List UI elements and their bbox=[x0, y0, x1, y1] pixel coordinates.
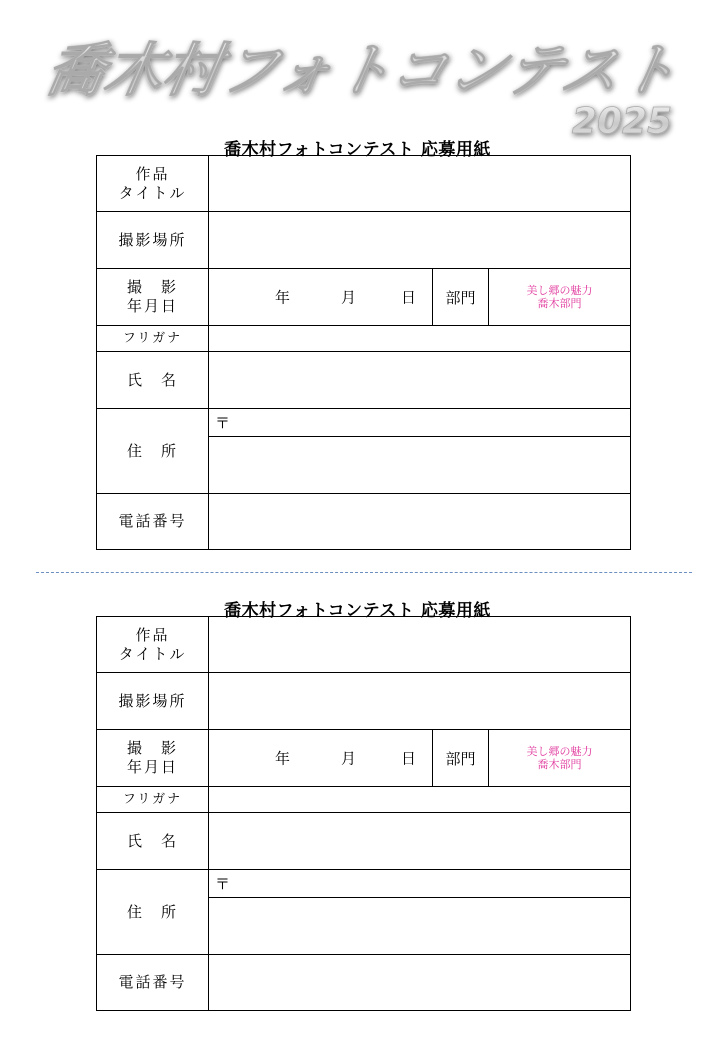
address-field[interactable] bbox=[209, 437, 631, 494]
row-work-title bbox=[97, 156, 631, 212]
row-name bbox=[97, 813, 631, 870]
form-title: 喬木村フォトコンテスト 応募用紙 bbox=[224, 140, 491, 160]
banner-graphic bbox=[0, 0, 720, 150]
row-name bbox=[97, 352, 631, 409]
row-furigana bbox=[97, 326, 631, 352]
furigana-label: フリガナ bbox=[97, 326, 209, 352]
phone-label: 電話番号 bbox=[97, 955, 209, 1011]
banner bbox=[0, 0, 720, 150]
banner-title: 喬木村フォトコンテスト bbox=[41, 36, 684, 104]
address-field[interactable] bbox=[209, 898, 631, 955]
location-label: 撮影場所 bbox=[97, 673, 209, 730]
row-phone bbox=[97, 494, 631, 550]
row-postal bbox=[97, 870, 631, 898]
row-date bbox=[97, 730, 631, 787]
row-date bbox=[97, 269, 631, 326]
postal-mark: 〒 bbox=[215, 414, 231, 432]
postal-code-field[interactable] bbox=[209, 870, 631, 898]
location-label: 撮影場所 bbox=[97, 212, 209, 269]
entry-form bbox=[96, 155, 631, 550]
date-field[interactable] bbox=[209, 269, 433, 326]
date-field[interactable] bbox=[209, 730, 433, 787]
row-location bbox=[97, 673, 631, 730]
cut-line-divider bbox=[36, 572, 692, 573]
name-label: 氏 名 bbox=[97, 352, 209, 409]
address-label: 住 所 bbox=[97, 409, 209, 494]
work-title-field[interactable] bbox=[209, 156, 631, 212]
department-value: 美し郷の魅力 喬木部門 bbox=[489, 269, 631, 326]
day-unit: 日 bbox=[401, 749, 417, 768]
work-title-label: 作品 タイトル bbox=[97, 617, 209, 673]
furigana-label: フリガナ bbox=[97, 787, 209, 813]
name-field[interactable] bbox=[209, 352, 631, 409]
location-field[interactable] bbox=[209, 212, 631, 269]
year-unit: 年 bbox=[275, 288, 291, 307]
postal-code-field[interactable] bbox=[209, 409, 631, 437]
furigana-field[interactable] bbox=[209, 326, 631, 352]
work-title-field[interactable] bbox=[209, 617, 631, 673]
row-work-title bbox=[97, 617, 631, 673]
banner-year: 2025 bbox=[571, 101, 673, 142]
year-unit: 年 bbox=[275, 749, 291, 768]
date-label: 撮 影 年月日 bbox=[97, 730, 209, 787]
work-title-label: 作品 タイトル bbox=[97, 156, 209, 212]
location-field[interactable] bbox=[209, 673, 631, 730]
row-phone bbox=[97, 955, 631, 1011]
date-label: 撮 影 年月日 bbox=[97, 269, 209, 326]
phone-label: 電話番号 bbox=[97, 494, 209, 550]
department-label: 部門 bbox=[433, 730, 489, 787]
row-postal bbox=[97, 409, 631, 437]
phone-field[interactable] bbox=[209, 955, 631, 1011]
postal-mark: 〒 bbox=[215, 875, 231, 893]
form-title: 喬木村フォトコンテスト 応募用紙 bbox=[224, 601, 491, 621]
entry-form bbox=[96, 616, 631, 1011]
month-unit: 月 bbox=[341, 288, 357, 307]
name-label: 氏 名 bbox=[97, 813, 209, 870]
department-value: 美し郷の魅力 喬木部門 bbox=[489, 730, 631, 787]
phone-field[interactable] bbox=[209, 494, 631, 550]
month-unit: 月 bbox=[341, 749, 357, 768]
row-furigana bbox=[97, 787, 631, 813]
furigana-field[interactable] bbox=[209, 787, 631, 813]
department-label: 部門 bbox=[433, 269, 489, 326]
name-field[interactable] bbox=[209, 813, 631, 870]
address-label: 住 所 bbox=[97, 870, 209, 955]
day-unit: 日 bbox=[401, 288, 417, 307]
row-location bbox=[97, 212, 631, 269]
